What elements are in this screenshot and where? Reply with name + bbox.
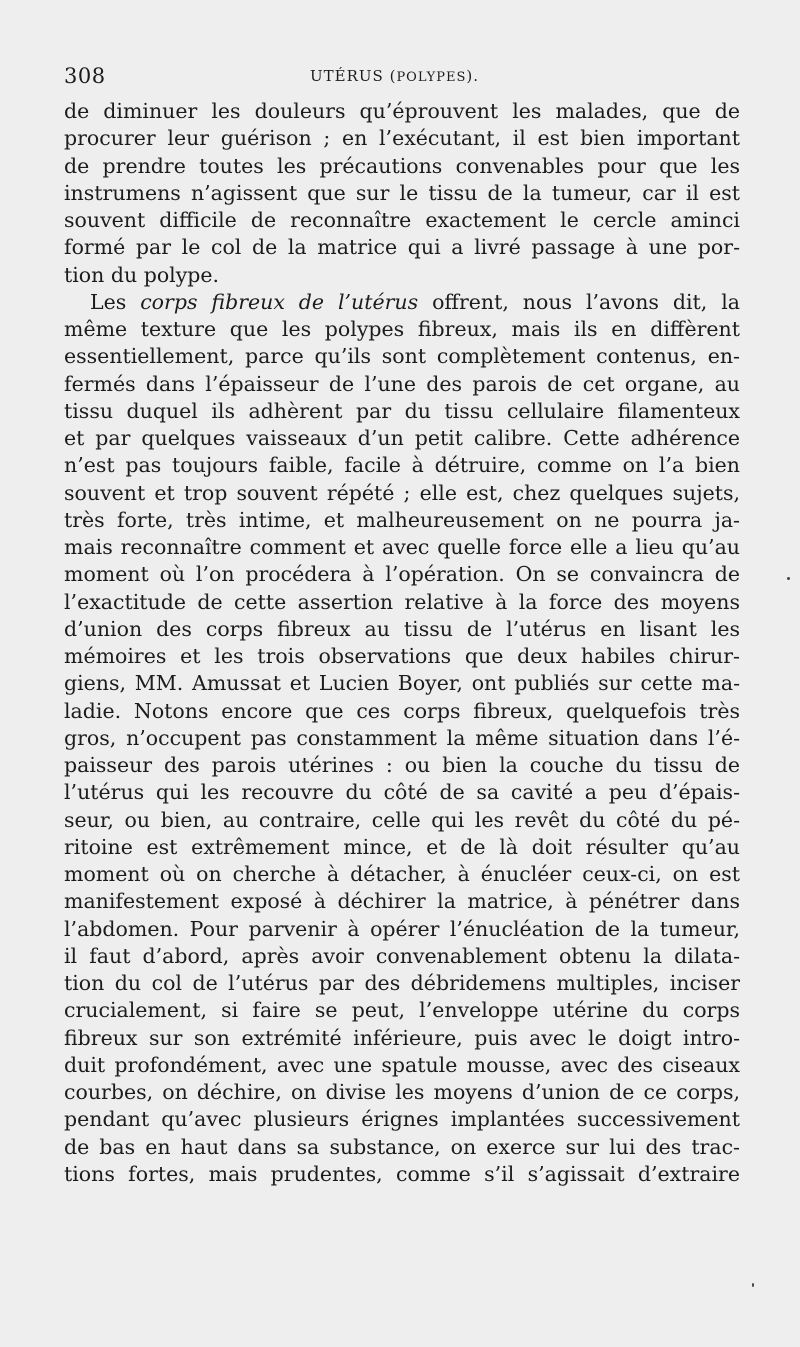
text-line: procurer leur guérison ; en l’exécutant, il est bien important — [64, 126, 740, 151]
text-line: essentiellement, parce qu’ils sont complètement contenus, en- — [64, 344, 740, 369]
text-line: tion du col de l’utérus par des débridemens multiples, inciser — [64, 971, 740, 995]
line-start: Les — [90, 289, 141, 314]
text-line: paisseur des parois utérines : ou bien la couche du tissu de — [64, 753, 740, 777]
paper-speck — [787, 577, 790, 580]
text-line: tion du polype. — [64, 262, 220, 287]
text-line: de diminuer les douleurs qu’éprouvent les malades, que de — [64, 99, 740, 123]
text-line: ladie. Notons encore que ces corps fibreux, quelquefois très — [64, 698, 740, 723]
body-text — [64, 98, 740, 1188]
text-line: instrumens n’agissent que sur le tissu de la tumeur, car il est — [64, 180, 740, 205]
text-line: d’union des corps fibreux au tissu de l’utérus en lisant les — [64, 616, 740, 641]
running-title-end: ). — [466, 67, 479, 85]
text-line: manifestement exposé à déchirer la matrice, à pénétrer dans — [64, 889, 740, 914]
text-line: souvent difficile de reconnaître exactement le cercle aminci — [64, 208, 740, 232]
text-line: mémoires et les trois observations que deux habiles chirur- — [64, 644, 740, 668]
text-line: l’exactitude de cette assertion relative à la force des moyens — [64, 589, 740, 614]
text-line: courbes, on déchire, on divise les moyens d’union de ce corps, — [64, 1080, 740, 1104]
text-line: très forte, très intime, et malheureusement on ne pourra ja- — [64, 507, 740, 532]
text-line: duit profondément, avec une spatule mousse, avec des ciseaux — [64, 1052, 740, 1077]
text-line: l’abdomen. Pour parvenir à opérer l’énucléation de la tumeur, — [64, 916, 740, 941]
text-line: l’utérus qui les recouvre du côté de sa cavité a peu d’épais- — [64, 780, 740, 805]
running-title-small: POLYPES — [396, 70, 467, 85]
text-line: seur, ou bien, au contraire, celle qui les revêt du côté du pé- — [64, 807, 740, 832]
text-line: moment où l’on procédera à l’opération. On se convaincra de — [64, 562, 740, 587]
paragraph-1 — [64, 98, 740, 289]
text-line: de bas en haut dans sa substance, on exerce sur lui des trac- — [64, 1134, 740, 1159]
text-line: tions fortes, mais prudentes, comme s’il s’agissait d’extraire — [64, 1161, 740, 1186]
text-line: mais reconnaître comment et avec quelle force elle a lieu qu’au — [64, 535, 740, 559]
text-line: et par quelques vaisseaux d’un petit calibre. Cette adhérence — [64, 426, 740, 450]
running-title — [310, 67, 479, 85]
paragraph-2 — [64, 289, 740, 1188]
page-number: 308 — [64, 64, 106, 88]
text-line-first — [64, 289, 740, 316]
text-line: formé par le col de la matrice qui a livré passage à une por- — [64, 235, 740, 260]
running-title-main: UTÉRUS ( — [310, 67, 397, 85]
text-line: fermés dans l’épaisseur de l’une des parois de cet organe, au — [64, 371, 740, 396]
text-line: giens, MM. Amussat et Lucien Boyer, ont publiés sur cette ma- — [64, 671, 740, 696]
text-line: fibreux sur son extrémité inférieure, puis avec le doigt intro- — [64, 1025, 740, 1050]
text-line: ritoine est extrêmement mince, et de là doit résulter qu’au — [64, 834, 740, 859]
italic-term: corps fibreux de l’utérus — [140, 289, 419, 314]
text-line: moment où on cherche à détacher, à énucléer ceux-ci, on est — [64, 862, 740, 886]
text-line: tissu duquel ils adhèrent par du tissu cellulaire filamenteux — [64, 398, 740, 423]
page-header — [64, 64, 740, 94]
line-end: offrent, nous l’avons dit, la — [418, 289, 740, 314]
text-line: même texture que les polypes fibreux, mais ils en diffèrent — [64, 317, 740, 341]
text-line: il faut d’abord, après avoir convenablement obtenu la dilata- — [64, 943, 740, 968]
text-line: crucialement, si faire se peut, l’enveloppe utérine du corps — [64, 998, 740, 1023]
text-line: souvent et trop souvent répété ; elle est, chez quelques sujets, — [64, 480, 740, 505]
text-line: gros, n’occupent pas constamment la même situation dans l’é- — [64, 725, 740, 750]
text-line: n’est pas toujours faible, facile à détruire, comme on l’a bien — [64, 453, 740, 478]
paper-speck — [752, 1283, 754, 1287]
text-line: pendant qu’avec plusieurs érignes implantées successivement — [64, 1107, 740, 1132]
text-line: de prendre toutes les précautions convenables pour que les — [64, 153, 740, 178]
